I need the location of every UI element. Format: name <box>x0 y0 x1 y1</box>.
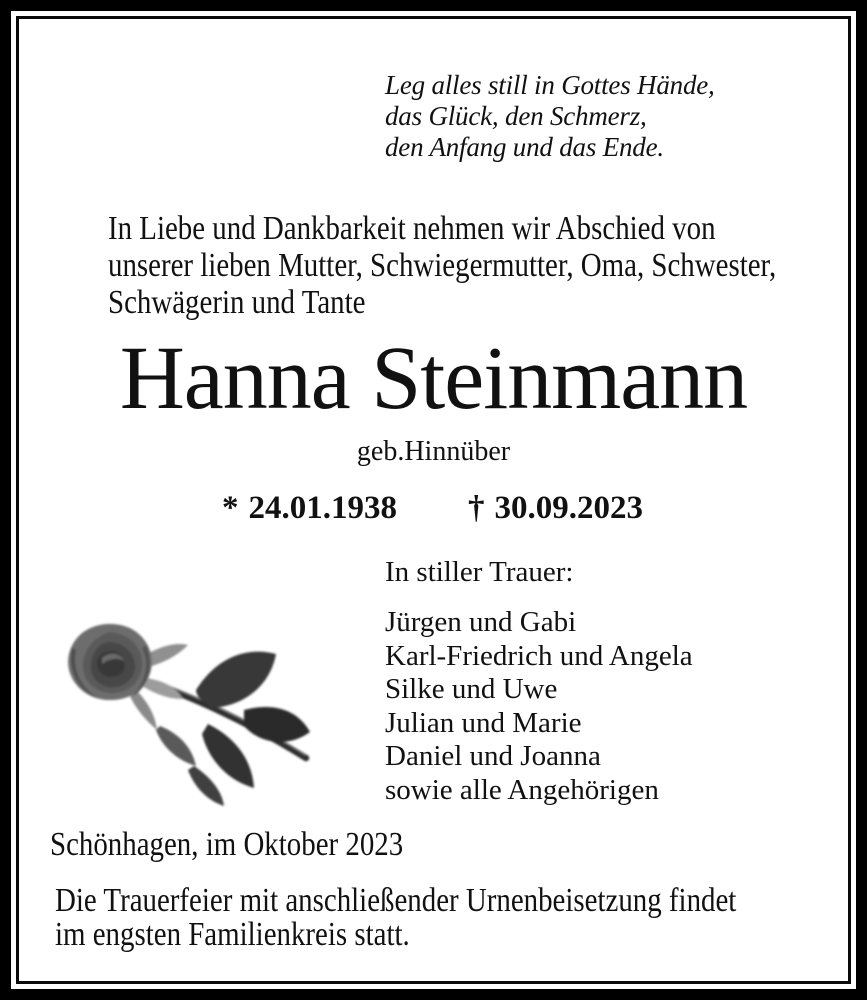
farewell-intro-text <box>108 210 776 321</box>
mourner-name: Karl-Friedrich und Angela <box>385 639 693 672</box>
mourner-name: Jürgen und Gabi <box>385 606 577 638</box>
intro-line: Schwägerin und Tante <box>108 284 366 321</box>
mourner-name: Silke und Uwe <box>385 673 558 705</box>
birth-star-symbol: * <box>222 490 239 526</box>
mourners-list <box>385 606 693 807</box>
mourner-name: sowie alle Angehörigen <box>385 773 659 806</box>
verse-line: den Anfang und das Ende. <box>385 132 664 162</box>
intro-line: unserer lieben Mutter, Schwiegermutter, Oma, Schwester, <box>108 247 777 284</box>
birth-date-value: 24.01.1938 <box>248 490 397 526</box>
mourning-heading: In stiller Trauer: <box>385 556 574 588</box>
death-cross-symbol: † <box>468 490 485 526</box>
memorial-verse <box>385 70 715 163</box>
deceased-name: Hanna Steinmann <box>119 329 748 428</box>
mourner-name: Julian und Marie <box>385 706 582 739</box>
rose-image <box>48 598 323 818</box>
funeral-notice <box>55 884 736 952</box>
mourner-name: Daniel und Joanna <box>385 740 601 772</box>
intro-line: In Liebe und Dankbarkeit nehmen wir Abschied von <box>108 210 716 247</box>
death-date-value: 30.09.2023 <box>494 490 643 526</box>
funeral-notice-line: im engsten Familienkreis statt. <box>55 916 410 953</box>
verse-line: Leg alles still in Gottes Hände, <box>385 70 715 100</box>
funeral-notice-line: Die Trauerfeier mit anschließender Urnenbeisetzung findet <box>55 882 737 919</box>
maiden-name: geb.Hinnüber <box>356 436 511 467</box>
birth-date <box>222 490 397 527</box>
verse-line: das Glück, den Schmerz, <box>385 101 647 131</box>
death-date <box>468 490 643 527</box>
place-and-date: Schönhagen, im Oktober 2023 <box>50 826 404 863</box>
